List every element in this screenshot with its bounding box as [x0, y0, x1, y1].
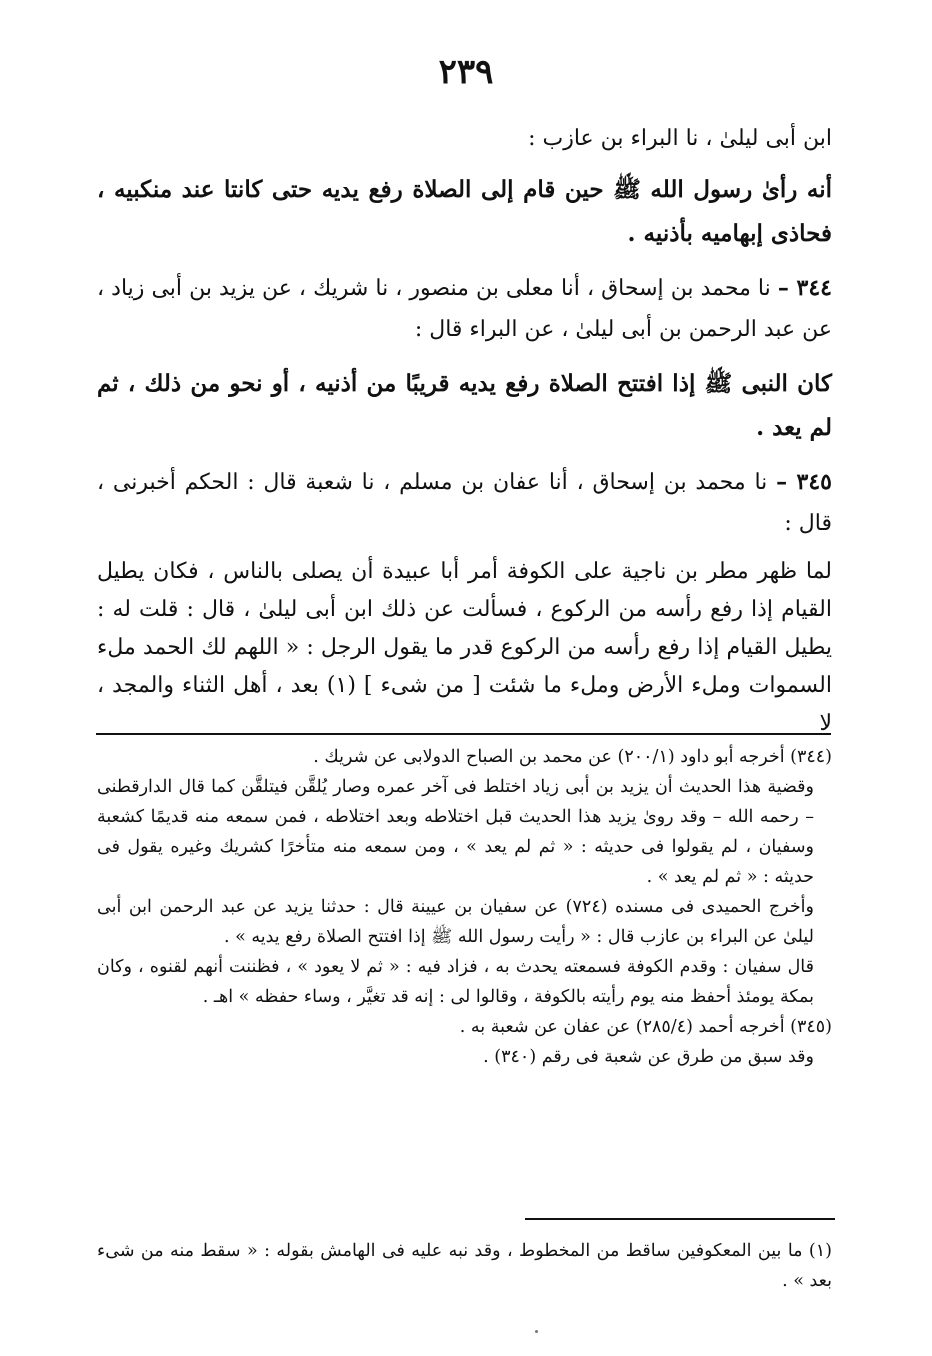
marginal-note-separator — [525, 1218, 835, 1220]
paper-speck — [535, 1330, 538, 1333]
hadith-number-345: ٣٤٥ – — [776, 469, 832, 495]
isnad-344-text: نا محمد بن إسحاق ، أنا معلى بن منصور ، نا شريك ، عن يزيد بن أبى زياد ، عن عبد الرحمن بن أبى ليلىٰ ، عن البراء قال : — [97, 276, 832, 342]
footnote-344-discussion: وقضية هذا الحديث أن يزيد بن أبى زياد اختلط فى آخر عمره وصار يُلقَّن فيتلقَّن كما قال الدارقطنى – رحمه الله – وقد روىٰ يزيد هذا الحديث قبل اختلاطه وبعد اختلاطه ، فمن سمعه منه قديمًا كشعبة وسفيان ، لم يقولوا فى حديثه : « ثم لم يعد » ، ومن سمعه منه متأخرًا كشريك وغيره يقول فى حديثه : « ثم لم يعد » . — [97, 777, 814, 887]
footnote-344-sufyan: قال سفيان : وقدم الكوفة فسمعته يحدث به ، فزاد فيه : « ثم لا يعود » ، فظننت أنهم لقنوه ، وكان بمكة يومئذ أحفظ منه يوم رأيته بالكوفة ، وقالوا لى : إنه قد تغيَّر ، وساء حفظه » اهـ . — [97, 957, 814, 1007]
footnotes — [97, 742, 832, 1072]
footnote-separator — [96, 733, 831, 735]
isnad-continuation: ابن أبى ليلىٰ ، نا البراء بن عازب : — [528, 126, 832, 151]
isnad-345-text: نا محمد بن إسحاق ، أنا عفان بن مسلم ، نا شعبة قال : الحكم أخبرنى ، قال : — [97, 470, 832, 536]
hadith-text-343: أنه رأىٰ رسول الله ﷺ حين قام إلى الصلاة رفع يديه حتى كانتا عند منكبيه ، فحاذى إبهاميه بأذنيه . — [97, 176, 832, 247]
hadith-number-344: ٣٤٤ – — [777, 275, 832, 301]
isnad-345 — [97, 462, 832, 544]
isnad-344 — [97, 268, 832, 350]
hadith-text-345: لما ظهر مطر بن ناجية على الكوفة أمر أبا عبيدة أن يصلى بالناس ، فكان يطيل القيام إذا رفع رأسه من الركوع ، فسألت عن ذلك ابن أبى ليلىٰ ، قال : قلت له : يطيل القيام إذا رفع رأسه من الركوع قدر ما يقول الرجل : « اللهم لك الحمد ملء السموات وملء الأرض وملء ما شئت [ من شىء ] (١) بعد ، أهل الثناء والمجد ، لا — [97, 559, 832, 736]
footnote-344-humaidi: وأخرج الحميدى فى مسنده (٧٢٤) عن سفيان بن عيينة قال : حدثنا يزيد عن عبد الرحمن ابن أبى ليلىٰ عن البراء بن عازب قال : « رأيت رسول الله ﷺ إذا افتتح الصلاة رفع يديه » . — [97, 897, 814, 947]
footnote-345-source: (٣٤٥) أخرجه أحمد (٢٨٥/٤) عن عفان عن شعبة به . — [459, 1017, 832, 1037]
footnote-345-ref: وقد سبق من طرق عن شعبة فى رقم (٣٤٠) . — [483, 1047, 814, 1067]
manuscript-note: (١) ما بين المعكوفين ساقط من المخطوط ، وقد نبه عليه فى الهامش بقوله : « سقط منه من شىء بعد » . — [97, 1241, 832, 1291]
page-number: ٢٣٩ — [438, 52, 494, 92]
footnote-344-source: (٣٤٤) أخرجه أبو داود (٢٠٠/١) عن محمد بن الصباح الدولابى عن شريك . — [313, 747, 832, 767]
hadith-text-344: كان النبى ﷺ إذا افتتح الصلاة رفع يديه قريبًا من أذنيه ، أو نحو من ذلك ، ثم لم يعد . — [97, 370, 832, 441]
